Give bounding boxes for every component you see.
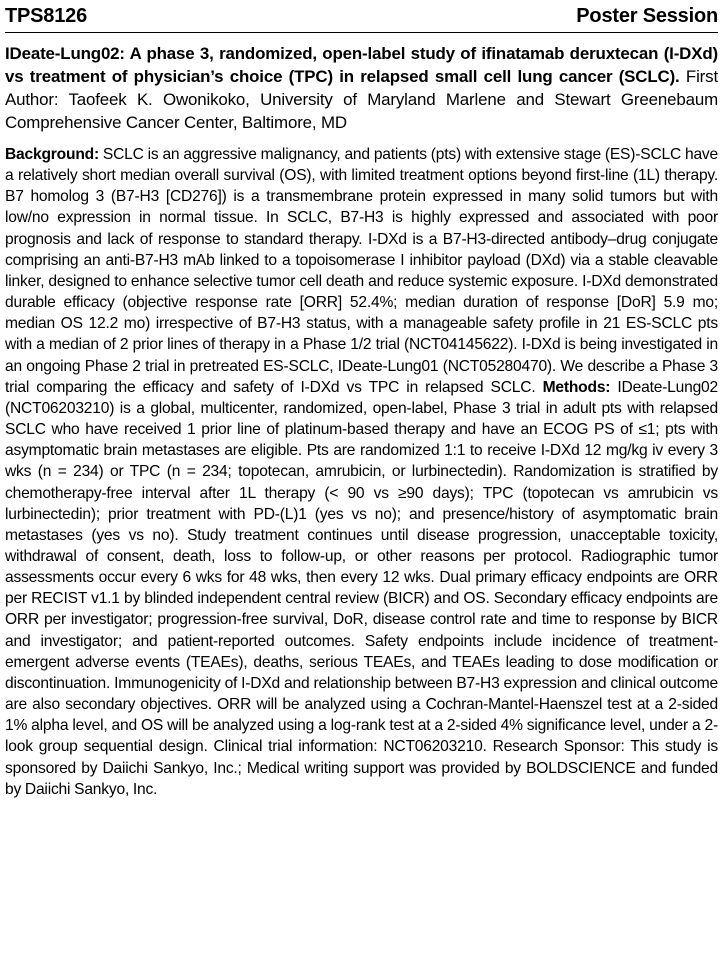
- abstract-header: [5, 3, 718, 29]
- abstract-title-block: [5, 42, 718, 134]
- abstract-title: IDeate-Lung02: A phase 3, randomized, open-label study of ifinatamab deruxtecan (I-DXd) vs treatment of physician’s choice (TPC) in relapsed small cell lung cancer (SCLC).: [5, 44, 718, 86]
- background-text: SCLC is an aggressive malignancy, and patients (pts) with extensive stage (ES)-SCLC have a relatively short median overall survival (OS), with limited treatment options beyond first-line (1L) therapy. B7 homolog 3 (B7-H3 [CD276]) is a transmembrane protein expressed in many solid tumors but with low/no expression in normal tissue. In SCLC, B7-H3 is highly expressed and associated with poor prognosis and lack of response to standard therapy. I-DXd is a B7-H3-directed antibody–drug conjugate comprising an anti-B7-H3 mAb linked to a topoisomerase I inhibitor payload (DXd) via a stable cleavable linker, designed to enhance selective tumor cell death and reduce systemic exposure. I-DXd demonstrated durable efficacy (objective response rate [ORR] 52.4%; median duration of response [DoR] 5.9 mo; median OS 12.2 mo) irrespective of B7-H3 status, with a manageable safety profile in 21 ES-SCLC pts with a median of 2 prior lines of therapy in a Phase 1/2 trial (NCT04145622). I-DXd is being investigated in an ongoing Phase 2 trial in pretreated ES-SCLC, IDeate-Lung01 (NCT05280470). We describe a Phase 3 trial comparing the efficacy and safety of I-DXd vs TPC in relapsed SCLC.: [5, 146, 718, 396]
- author-line: First Author: Taofeek K. Owonikoko, University of Maryland Marlene and Stewart Greenebaum Comprehensive Cancer Center, Baltimore, MD: [5, 67, 718, 132]
- methods-label: Methods:: [542, 378, 611, 396]
- background-label: Background:: [5, 146, 99, 163]
- abstract-body: [5, 144, 718, 800]
- methods-text: IDeate-Lung02 (NCT06203210) is a global, multicenter, randomized, open-label, Phase 3 trial in adult pts with relapsed SCLC who have received 1 prior line of platinum-based therapy and have an ECOG PS of ≤1; pts with asymptomatic brain metastases are eligible. Pts are randomized 1:1 to receive I-DXd 12 mg/kg iv every 3 wks (n = 234) or TPC (n = 234; topotecan, amrubicin, or lurbinectedin). Randomization is stratified by chemotherapy-free interval after 1L therapy (< 90 vs ≥90 days); TPC (topotecan vs amrubicin vs lurbinectedin); prior treatment with PD-(L)1 (yes vs no); and presence/history of asymptomatic brain metastases (yes vs no). Study treatment continues until disease progression, unacceptable toxicity, withdrawal of consent, death, loss to follow-up, or other reasons per protocol. Radiographic tumor assessments occur every 6 wks for 48 wks, then every 12 wks. Dual primary efficacy endpoints are ORR per RECIST v1.1 by blinded independent central review (BICR) and OS. Secondary efficacy endpoints are ORR per investigator; progression-free survival, DoR, disease control rate and time to response by BICR and investigator; and patient-reported outcomes. Safety endpoints include incidence of treatment-emergent adverse events (TEAEs), deaths, serious TEAEs, and TEAEs leading to dose modification or discontinuation. Immunogenicity of I-DXd and relationship between B7-H3 expression and clinical outcome are also secondary objectives. ORR will be analyzed using a Cochran-Mantel-Haenszel test at a 2-sided 1% alpha level, and OS will be analyzed using a log-rank test at a 2-sided 4% significance level, under a 2-look group sequential design. Clinical trial information: NCT06203210. Research Sponsor: This study is sponsored by Daiichi Sankyo, Inc.; Medical writing support was provided by BOLDSCIENCE and funded by Daiichi Sankyo, Inc.: [5, 378, 719, 798]
- header-divider: [5, 32, 718, 33]
- abstract-page: [5, 3, 718, 800]
- abstract-id: TPS8126: [5, 5, 87, 27]
- session-type: Poster Session: [576, 5, 718, 27]
